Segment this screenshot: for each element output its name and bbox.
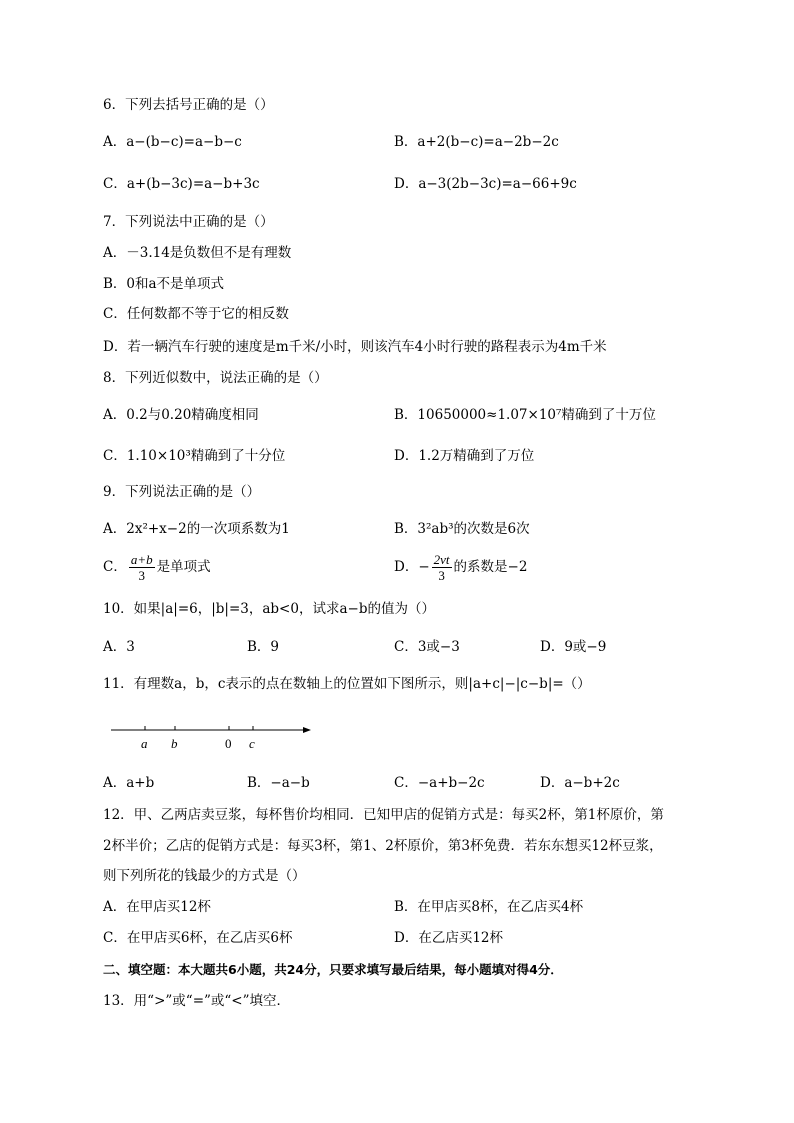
q7-option-a: A．－3.14是负数但不是有理数 bbox=[103, 245, 292, 261]
q7-option-c: C．任何数都不等于它的相反数 bbox=[103, 306, 289, 322]
q6-option-d: D．a−3(2b−3c)=a−66+9c bbox=[394, 176, 577, 192]
q12-line2: 2杯半价；乙店的促销方式是：每买3杯，第1、2杯原价，第3杯免费．若东东想买12杯豆浆， bbox=[103, 838, 663, 854]
q10-option-d: D．9或−9 bbox=[540, 639, 607, 655]
q13-stem: 13．用“>”或“=”或“<”填空． bbox=[103, 993, 291, 1009]
q9-option-a: A．2x²+x−2的一次项系数为1 bbox=[103, 521, 290, 537]
q8-stem: 8．下列近似数中，说法正确的是（） bbox=[103, 370, 328, 386]
q9-option-c bbox=[103, 552, 211, 583]
q11-option-a: A．a+b bbox=[103, 775, 155, 791]
q9-option-b: B．3²ab³的次数是6次 bbox=[394, 521, 530, 537]
q9-option-c-numerator: a+b bbox=[130, 552, 153, 567]
q7-stem: 7．下列说法中正确的是（） bbox=[103, 214, 274, 230]
q6-stem: 6．下列去括号正确的是（） bbox=[103, 97, 274, 113]
section-heading: 二、填空题：本大题共6小题，共24分，只要求填写最后结果，每小题填对得4分． bbox=[103, 962, 563, 977]
label-b: b bbox=[171, 736, 178, 751]
q11-option-c: C．−a+b−2c bbox=[394, 775, 485, 791]
q9-option-c-suffix: 是单项式 bbox=[156, 559, 211, 575]
q8-option-c: C．1.10×10³精确到了十分位 bbox=[103, 448, 286, 464]
q9-option-d-numerator: 2vt bbox=[433, 552, 450, 567]
q6-option-b: B．a+2(b−c)=a−2b−2c bbox=[394, 134, 559, 150]
q12-option-a: A．在甲店买12杯 bbox=[103, 899, 211, 915]
q9-stem: 9．下列说法正确的是（） bbox=[103, 484, 261, 500]
q11-option-b: B．−a−b bbox=[247, 775, 310, 791]
q9-option-d-fraction bbox=[432, 552, 452, 583]
label-zero: 0 bbox=[225, 736, 232, 751]
q8-option-d: D．1.2万精确到了万位 bbox=[394, 448, 535, 464]
q6-option-a: A．a−(b−c)=a−b−c bbox=[103, 134, 242, 150]
q9-option-d-suffix: 的系数是−2 bbox=[453, 559, 528, 575]
q11-stem: 11．有理数a，b，c表示的点在数轴上的位置如下图所示，则|a+c|−|c−b|=（） bbox=[103, 676, 591, 692]
q12-option-c: C．在甲店买6杯，在乙店买6杯 bbox=[103, 930, 293, 946]
q10-option-a: A．3 bbox=[103, 639, 135, 655]
q9-option-c-denominator: 3 bbox=[138, 568, 145, 583]
q9-option-c-fraction bbox=[129, 552, 155, 583]
q12-option-b: B．在甲店买8杯，在乙店买4杯 bbox=[394, 899, 584, 915]
q7-option-d: D．若一辆汽车行驶的速度是m千米/小时，则该汽车4小时行驶的路程表示为4m千米 bbox=[103, 339, 607, 355]
q10-option-b: B．9 bbox=[247, 639, 280, 655]
q10-stem: 10．如果|a|=6，|b|=3，ab<0，试求a−b的值为（） bbox=[103, 601, 435, 617]
q9-option-d-denominator: 3 bbox=[438, 568, 445, 583]
q8-option-b: B．10650000≈1.07×10⁷精确到了十万位 bbox=[394, 407, 656, 423]
label-c: c bbox=[249, 736, 255, 751]
q7-option-b: B．0和a不是单项式 bbox=[103, 276, 225, 292]
q9-option-c-prefix: C． bbox=[103, 559, 127, 575]
q12-line1: 12．甲、乙两店卖豆浆，每杯售价均相同．已知甲店的促销方式是：每买2杯，第1杯原价，第 bbox=[103, 807, 664, 823]
q12-line3: 则下列所花的钱最少的方式是（） bbox=[103, 868, 306, 884]
q11-option-d: D．a−b+2c bbox=[540, 775, 620, 791]
q8-option-a: A．0.2与0.20精确度相同 bbox=[103, 407, 259, 423]
number-line-arrow bbox=[303, 727, 311, 733]
q6-option-c: C．a+(b−3c)=a−b+3c bbox=[103, 176, 260, 192]
q9-option-d bbox=[394, 552, 527, 583]
label-a: a bbox=[141, 736, 148, 751]
q12-option-d: D．在乙店买12杯 bbox=[394, 930, 504, 946]
q10-option-c: C．3或−3 bbox=[394, 639, 460, 655]
q9-option-d-prefix: D．− bbox=[394, 559, 430, 575]
number-line-diagram bbox=[105, 718, 320, 752]
